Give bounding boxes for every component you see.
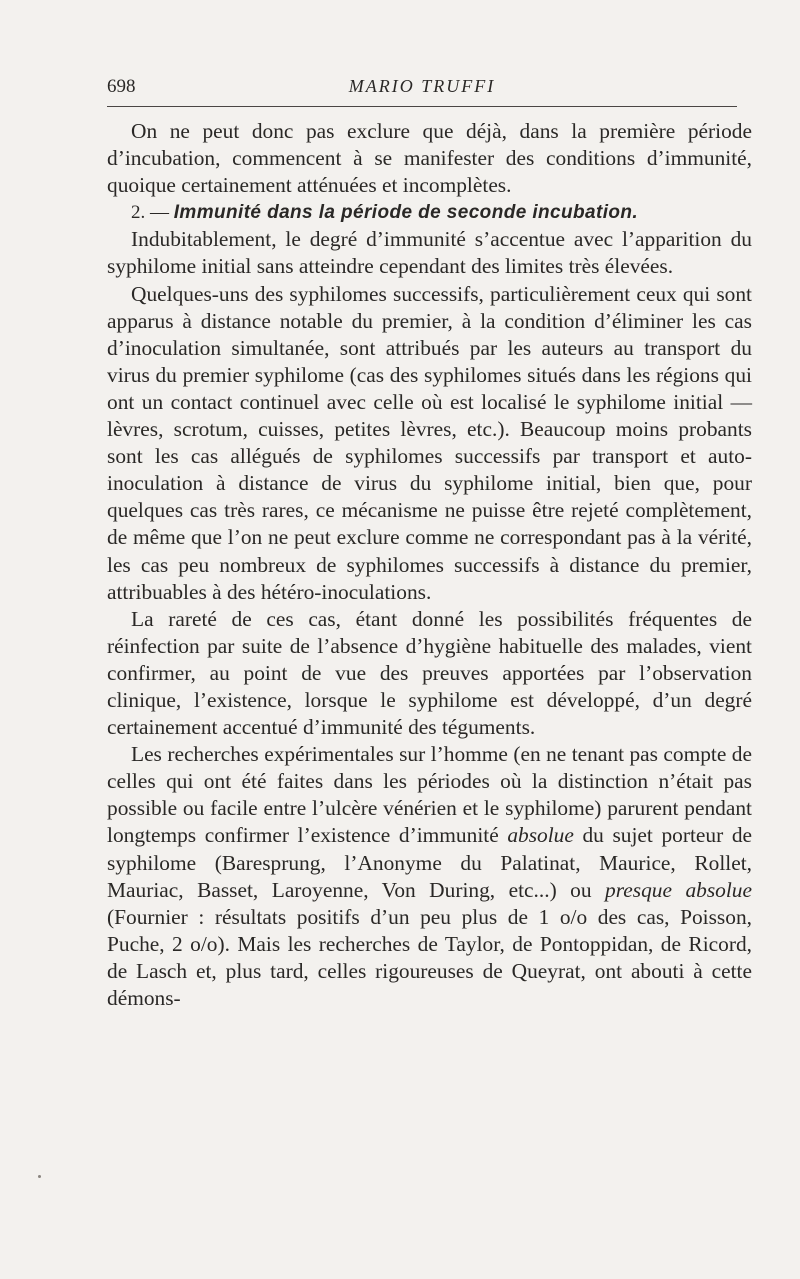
paragraph-5: [107, 741, 752, 1012]
section-title: Immunité dans la période de seconde incubation.: [173, 202, 639, 224]
emphasis-presque-absolue: presque absolue: [605, 877, 752, 902]
paragraph-5-part-b: du sujet porteur de syphilome (Baresprung, l’Anonyme du Palatinat, Maurice, Rollet, Mauriac, Basset, Laroyenne, Von During, etc...) ou: [107, 823, 753, 902]
running-title: MARIO TRUFFI: [348, 76, 496, 96]
paragraph-2: Indubitablement, le degré d’immunité s’accentue avec l’apparition du syphilome initial sans atteindre cependant des limites très élevées.: [107, 227, 752, 279]
section-heading: [107, 199, 752, 226]
paragraph-3: Quelques-uns des syphilomes successifs, particulièrement ceux qui sont apparus à distance notable du premier, à la condition d’éliminer les cas d’inoculation simultanée, sont attribués par les auteurs au transport du virus du premier syphilome (cas des syphilomes situés dans les régions qui ont un contact continuel avec celle où est localisé le syphilome initial — lèvres, scrotum, cuisses, petites lèvres, etc.). Beaucoup moins probants sont les cas allégués de syphilomes successifs par transport et auto-inoculation à distance de virus du syphilome initial, bien que, pour quelques cas très rares, ce mécanisme ne puisse être rejeté complètement, de même que l’on ne peut exclure comme ne correspondant pas à la vérité, les cas peu nombreux de syphilomes successifs à distance du premier, attribuables à des hétéro-inoculations.: [107, 281, 752, 604]
paper-speck: [38, 1175, 41, 1178]
paragraph-1: On ne peut donc pas exclure que déjà, dans la première période d’incubation, commencent à se manifester des conditions d’immunité, quoique certainement atténuées et incomplètes.: [107, 119, 752, 198]
emphasis-absolue: absolue: [507, 823, 574, 848]
running-header: [107, 72, 737, 107]
paragraph-5-part-c: (Fournier : résultats positifs d’un peu plus de 1 o/o des cas, Poisson, Puche, 2 o/o). Mais les recherches de Taylor, de Pontoppidan, de Ricord, de Lasch et, plus tard, celles rigoureuses de Queyrat, ont abouti à cette démons-: [107, 904, 752, 1010]
page-number: 698: [107, 76, 136, 97]
body-text: [107, 118, 752, 1012]
section-number: 2. —: [131, 202, 169, 224]
paragraph-4: La rareté de ces cas, étant donné les possibilités fréquentes de réinfection par suite de l’absence d’hygiène habituelle des malades, vient confirmer, au point de vue des preuves apportées par l’observation clinique, l’existence, lorsque le syphilome est développé, d’un degré certainement accentué d’immunité des téguments.: [107, 606, 752, 740]
paragraph-5-part-a: Les recherches expérimentales sur l’homme (en ne tenant pas compte de celles qui ont été faites dans les périodes où la distinction n’était pas possible ou facile entre l’ulcère vénérien et le syphilome) parurent pendant longtemps confirmer l’existence d’immunité: [107, 742, 752, 848]
